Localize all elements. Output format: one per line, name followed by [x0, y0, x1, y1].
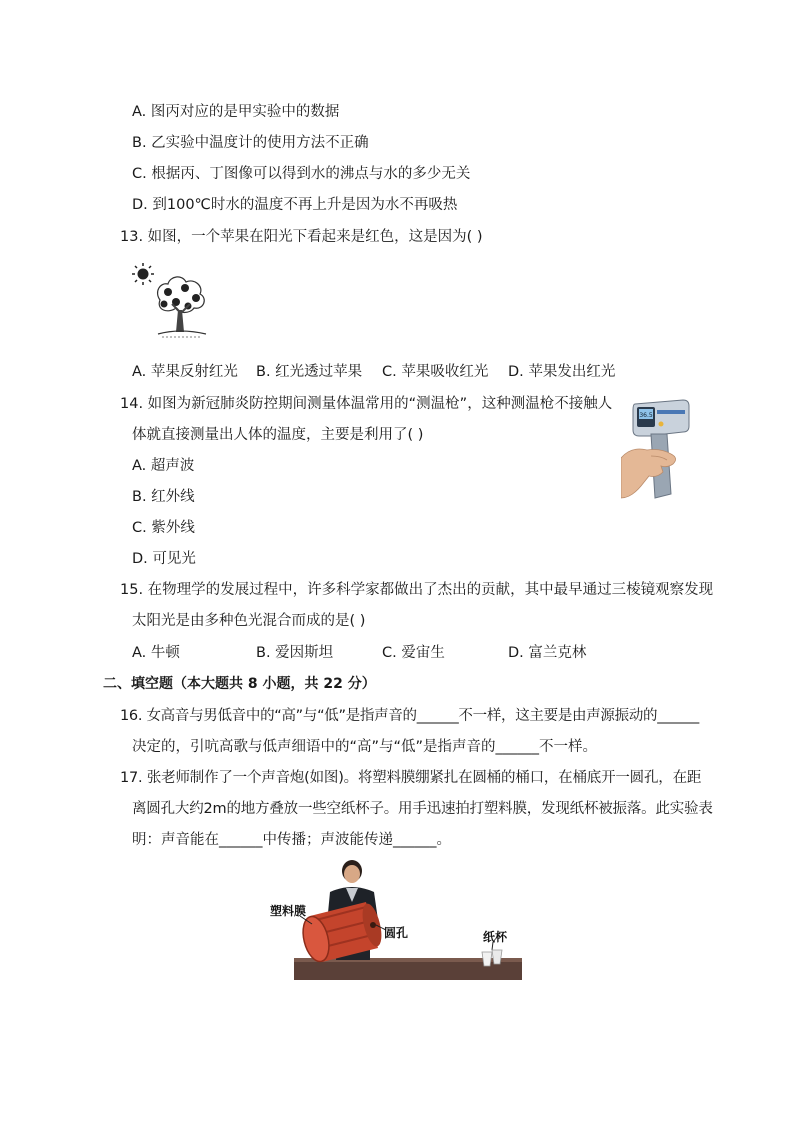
- q17-line2: 离圆孔大约2m的地方叠放一些空纸杯子。用手迅速拍打塑料膜，发现纸杯被振落。此实验表: [132, 801, 713, 817]
- q13-stem: 13. 如图，一个苹果在阳光下看起来是红色，这是因为( ): [120, 229, 483, 245]
- q12-option-b: B. 乙实验中温度计的使用方法不正确: [132, 135, 369, 151]
- q14-option-c: C. 紫外线: [132, 520, 195, 536]
- section-note: （本大题共 8 小题，共 22 分）: [173, 676, 376, 692]
- q14-option-a: A. 超声波: [132, 458, 195, 474]
- q14-stem-line2: 体就直接测量出人体的温度，主要是利用了( ): [132, 427, 424, 443]
- sun-icon: [132, 263, 154, 285]
- gun-display-reading: 36.5: [639, 412, 653, 419]
- q13-option-b: B. 红光透过苹果: [256, 364, 363, 380]
- label-hole: 圆孔: [384, 926, 409, 940]
- q16-line2: 决定的，引吭高歌与低声细语中的“高”与“低”是指声音的______不一样。: [132, 739, 598, 755]
- tree-icon: [158, 277, 206, 337]
- q15-option-d: D. 富兰克林: [508, 645, 587, 661]
- q12-option-c: C. 根据丙、丁图像可以得到水的沸点与水的多少无关: [132, 166, 471, 182]
- sound-cannon-illustration: [270, 858, 525, 982]
- q15-options: [132, 643, 692, 663]
- q17-line3: 明：声音能在______中传播；声波能传递______。: [132, 832, 451, 848]
- thermometer-gun-icon: [621, 398, 691, 500]
- q15-option-c: C. 爱宙生: [382, 645, 445, 661]
- q13-option-c: C. 苹果吸收红光: [382, 364, 489, 380]
- q15-option-b: B. 爱因斯坦: [256, 645, 334, 661]
- q15-stem-line2: 太阳光是由多种色光混合而成的是( ): [132, 613, 366, 629]
- q14-option-b: B. 红外线: [132, 489, 195, 505]
- sound-cannon-figure: [270, 858, 525, 982]
- q17-line1: 17. 张老师制作了一个声音炮(如图)。将塑料膜绷紧扎在圆桶的桶口，在桶底开一圆孔，在距: [120, 770, 702, 786]
- label-membrane: 塑料膜: [270, 904, 307, 918]
- q13-options: [132, 362, 692, 382]
- q12-option-a: A. 图丙对应的是甲实验中的数据: [132, 104, 340, 120]
- section-title: 二、填空题: [103, 676, 173, 692]
- section-heading: [103, 674, 376, 694]
- q15-option-a: A. 牛顿: [132, 645, 180, 661]
- q13-option-a: A. 苹果反射红光: [132, 364, 238, 380]
- label-cups: 纸杯: [483, 930, 508, 944]
- q13-option-d: D. 苹果发出红光: [508, 364, 616, 380]
- apple-tree-sun-icon: [130, 262, 216, 342]
- q14-option-d: D. 可见光: [132, 551, 196, 567]
- q16-line1: 16. 女高音与男低音中的“高”与“低”是指声音的______不一样，这主要是由声源振动的______: [120, 708, 699, 724]
- q14-stem-line1: 14. 如图为新冠肺炎防控期间测量体温常用的“测温枪”，这种测温枪不接触人: [120, 396, 613, 412]
- q15-stem-line1: 15. 在物理学的发展过程中，许多科学家都做出了杰出的贡献，其中最早通过三棱镜观察发现: [120, 582, 714, 598]
- q12-option-d: D. 到100℃时水的温度不再上升是因为水不再吸热: [132, 197, 458, 213]
